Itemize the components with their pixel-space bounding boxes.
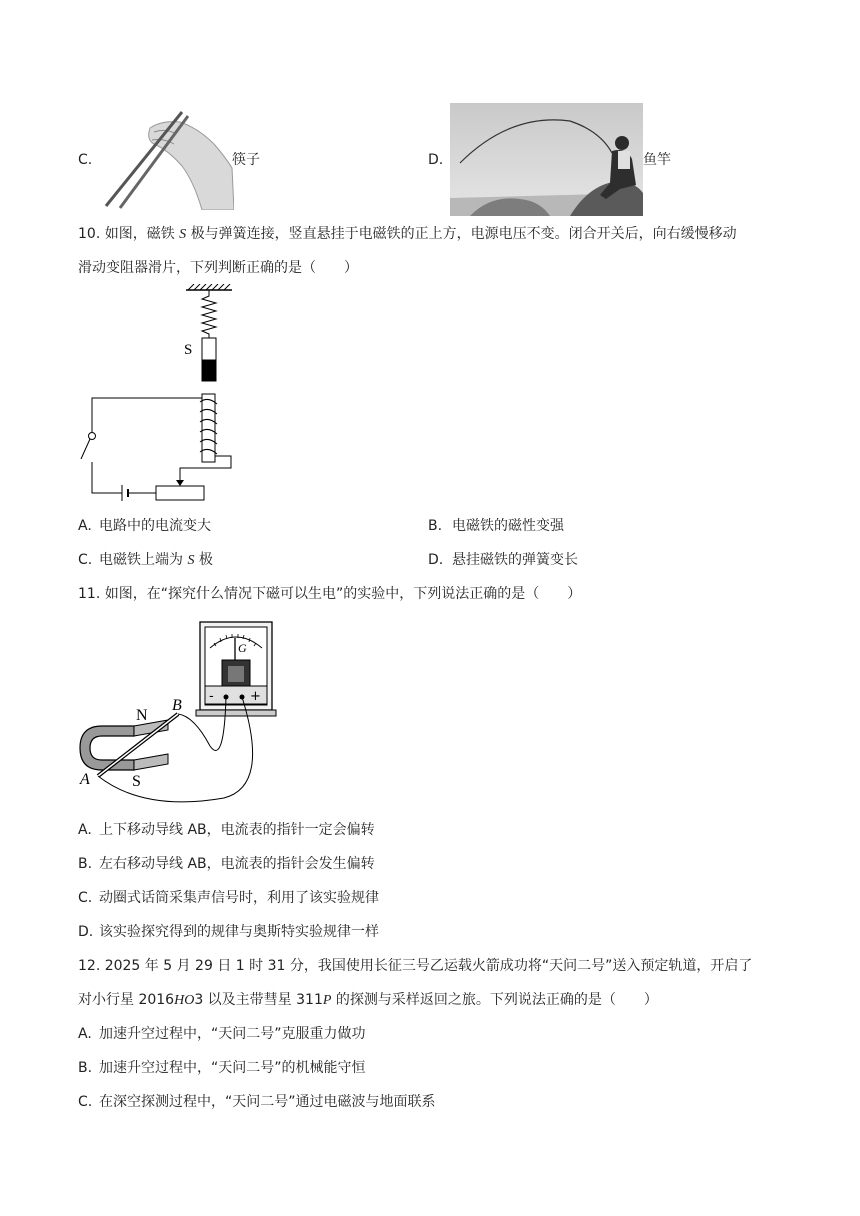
q9-option-c-letter: C.: [78, 152, 93, 168]
q12-option-b-letter: B.: [78, 1060, 93, 1076]
q10-stem-var-s: S: [179, 227, 187, 242]
q11-stem: 11. 如图，在“探究什么情况下磁可以生电”的实验中，下列说法正确的是（ ）: [78, 586, 582, 602]
q10-option-b-text: 电磁铁的磁性变强: [452, 518, 564, 534]
q10-option-c-text-b: 极: [194, 552, 213, 568]
q10-stem-line1-b: 极与弹簧连接，竖直悬挂于电磁铁的正上方，电源电压不变。闭合开关后，向右缓慢移动: [186, 226, 737, 242]
q11-wire-end-b: B: [172, 697, 182, 714]
q12-stem-var-p: P: [322, 993, 332, 1008]
q10-option-c-var: S: [187, 553, 195, 568]
q11-option-c-letter: C.: [78, 890, 93, 906]
q9-option-c-text: 筷子: [232, 152, 260, 168]
q10-option-c-letter: C.: [78, 552, 93, 568]
q12-stem-line2-b: 3 以及主带彗星 311: [194, 992, 323, 1008]
q10-option-a-letter: A.: [78, 518, 92, 534]
q11-option-a-letter: A.: [78, 822, 92, 838]
q12-stem-line2-c: 的探测与采样返回之旅。下列说法正确的是（ ）: [331, 992, 658, 1008]
q10-circuit-diagram: [74, 284, 244, 506]
q10-stem-line1-a: 10. 如图，磁铁: [78, 226, 180, 242]
q10-stem-line2: 滑动变阻器滑片，下列判断正确的是（ ）: [78, 260, 358, 276]
chopsticks-photo: [102, 110, 234, 210]
q11-wire-end-a: A: [80, 771, 90, 788]
q11-option-b-letter: B.: [78, 856, 93, 872]
q10-option-c-text: [99, 550, 213, 571]
q11-galvanometer-label-g: G: [238, 641, 247, 655]
q12-option-a-letter: A.: [78, 1026, 92, 1042]
q12-option-a-text: 加速升空过程中，“天问二号”克服重力做功: [99, 1026, 366, 1042]
fishing-rod-photo: [450, 103, 643, 216]
q11-option-d-letter: D.: [78, 924, 94, 940]
q10-option-d-letter: D.: [428, 552, 444, 568]
q12-stem-var-ho: HO: [174, 993, 195, 1008]
q11-option-d-text: 该实验探究得到的规律与奥斯特实验规律一样: [99, 924, 379, 940]
q11-magnet-label-s: S: [132, 773, 141, 790]
q10-stem-line1: [78, 224, 737, 245]
q12-option-c-letter: C.: [78, 1094, 93, 1110]
q11-option-c-text: 动圈式话筒采集声信号时，利用了该实验规律: [99, 890, 379, 906]
q9-option-d-letter: D.: [428, 152, 444, 168]
q11-terminal-plus: +: [250, 689, 261, 704]
q11-magnet-label-n: N: [136, 707, 148, 724]
q12-option-c-text: 在深空探测过程中，“天问二号”通过电磁波与地面联系: [99, 1094, 436, 1110]
q10-option-b-letter: B.: [428, 518, 443, 534]
q11-induction-diagram: [74, 616, 278, 808]
q11-option-b-text: 左右移动导线 AB，电流表的指针会发生偏转: [99, 856, 375, 872]
q11-option-a-text: 上下移动导线 AB，电流表的指针一定会偏转: [99, 822, 375, 838]
q10-option-c-text-a: 电磁铁上端为: [99, 552, 188, 568]
q12-stem-line2: [78, 990, 658, 1011]
q11-terminal-minus: -: [209, 689, 214, 704]
q12-option-b-text: 加速升空过程中，“天问二号”的机械能守恒: [99, 1060, 366, 1076]
q9-option-d-text: 鱼竿: [643, 152, 671, 168]
q10-option-a-text: 电路中的电流变大: [99, 518, 211, 534]
q10-magnet-label-s: S: [184, 342, 193, 358]
q12-stem-line2-a: 对小行星 2016: [78, 992, 175, 1008]
q12-stem-line1: 12. 2025 年 5 月 29 日 1 时 31 分，我国使用长征三号乙运载火箭成功将“天问二号”送入预定轨道，开启了: [78, 958, 753, 974]
q10-option-d-text: 悬挂磁铁的弹簧变长: [452, 552, 578, 568]
